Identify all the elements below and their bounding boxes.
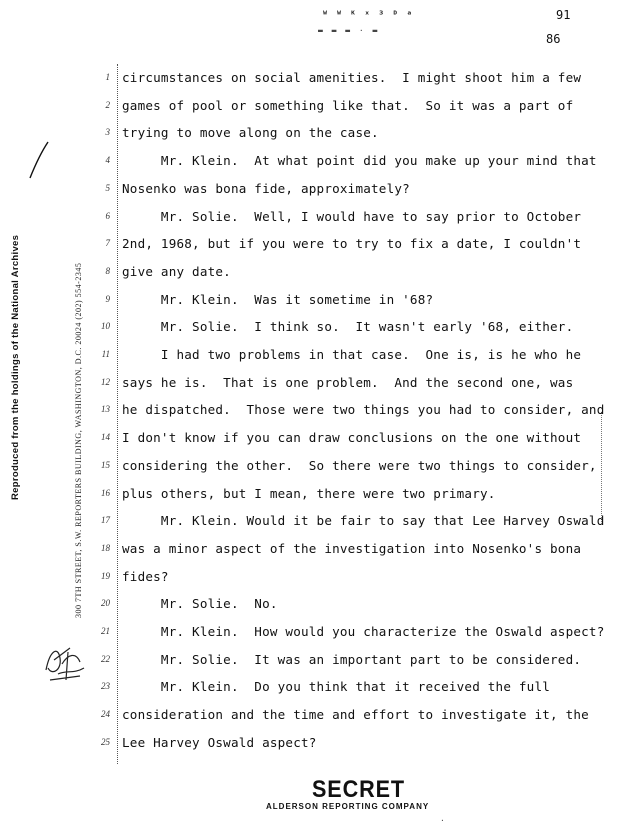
transcript-line: Mr. Solie. Well, I would have to say prior to October [122,208,582,224]
stray-mark: · [440,816,445,825]
line-number: 10 [101,321,110,332]
transcript-line: I had two problems in that case. One is, is he who he [122,347,582,362]
archives-notice: Reproduced from the holdings of the National Archives [10,234,21,500]
line-number: 4 [105,155,110,166]
reporting-company: ALDERSON REPORTING COMPANY [266,802,430,811]
transcript-line: Mr. Solie. No. [122,596,278,612]
transcript-line: Mr. Solie. It was an important part to be considered. [122,651,582,667]
transcript-line: plus others, but I mean, there were two primary. [122,485,496,501]
line-number: 13 [101,404,110,415]
line-number: 17 [101,515,110,526]
line-number: 14 [101,432,110,443]
line-number: 3 [105,127,110,138]
line-number: 15 [101,459,110,470]
line-number: 12 [101,376,110,387]
line-number: 16 [101,487,110,498]
secret-stamp: SECRET [312,776,406,803]
transcript-line: consideration and the time and effort to investigate it, the [122,707,589,723]
transcript-line: fides? [122,568,169,584]
left-margin-rule [117,64,119,764]
transcript-line: Mr. Klein. At what point did you make up your mind that [122,153,597,169]
line-number: 5 [105,182,110,193]
transcript-line: I don't know if you can draw conclusions on the one without [122,430,582,446]
transcript-line: trying to move along on the case. [122,125,379,141]
right-margin-rule [601,412,603,522]
line-number: 19 [101,570,110,581]
header-smudge: ᵂ ᵂ ᴷ ˣ ³ ᴰ ᵃ [322,10,414,21]
transcript-line: considering the other. So there were two things to consider, [122,457,597,473]
line-number: 18 [101,542,110,553]
transcript-line: Mr. Klein. Do you think that it received the full [122,679,551,695]
transcript-line: Lee Harvey Oswald aspect? [122,734,317,750]
transcript-line: games of pool or something like that. So it was a part of [122,97,574,113]
transcript-line: Nosenko was bona fide, approximately? [122,180,410,196]
transcript-line: Mr. Klein. Would it be fair to say that Lee Harvey Oswald [122,513,605,529]
line-number: 22 [101,653,110,664]
line-number: 9 [105,293,110,304]
transcript-line: Mr. Solie. I think so. It wasn't early '68, either. [122,319,574,335]
transcript-line: he dispatched. Those were two things you had to consider, and [122,402,605,418]
transcript-line: was a minor aspect of the investigation into Nosenko's bona [122,540,582,556]
transcript-line: circumstances on social amenities. I might shoot him a few [122,70,582,85]
line-number: 8 [105,265,110,276]
line-number: 25 [101,736,110,747]
page-number: 86 [546,32,561,46]
transcript-line: give any date. [122,263,231,279]
line-number: 7 [105,238,110,249]
header-smudge-lower: ▬ ▬ ▬ · ▬ [318,26,380,35]
transcript-line: Mr. Klein. Was it sometime in '68? [122,291,434,307]
archives-pen-mark [26,140,50,180]
line-number: 11 [101,349,110,359]
transcript-line: 2nd, 1968, but if you were to try to fix a date, I couldn't [122,236,582,252]
reporter-address: 300 7TH STREET, S.W. REPORTERS BUILDING, WASHINGTON, D.C. 20024 (202) 554-2345 [74,262,83,618]
line-number: 24 [101,709,110,720]
line-number: 1 [105,72,110,82]
page-number-top: 91 [556,8,571,22]
line-number: 2 [105,99,110,110]
line-number: 6 [105,210,110,221]
initials-signature [40,640,88,684]
transcript-line: says he is. That is one problem. And the second one, was [122,374,574,390]
line-number: 21 [101,626,110,636]
line-number: 23 [101,681,110,692]
line-number: 20 [101,598,110,609]
transcript-line: Mr. Klein. How would you characterize the Oswald aspect? [122,624,605,639]
